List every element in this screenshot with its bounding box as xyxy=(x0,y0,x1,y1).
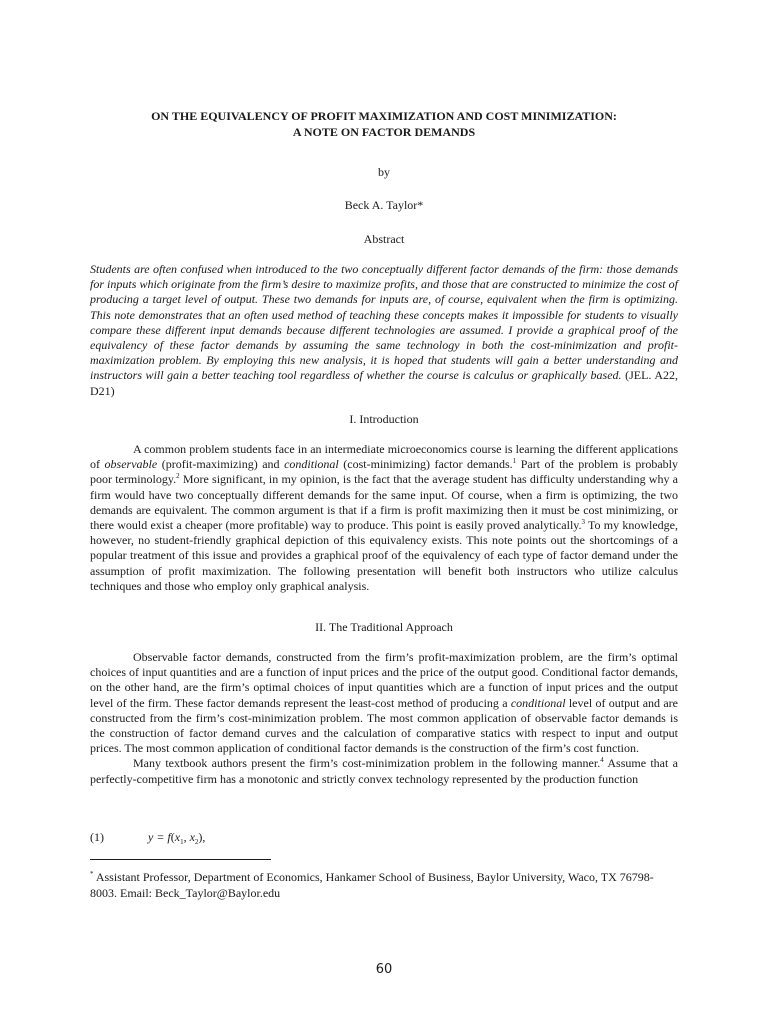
author-footnote-mark: * xyxy=(417,198,424,212)
traditional-paragraph-2 xyxy=(90,756,678,786)
footnote-divider xyxy=(90,859,271,860)
page-number: 60 xyxy=(375,962,393,977)
production-function xyxy=(148,830,205,845)
equation-lhs: y = f xyxy=(148,830,171,844)
abstract-text xyxy=(90,262,678,399)
footnote-ref-1: 1 xyxy=(512,457,517,466)
abstract-body: Students are often confused when introduced to the two conceptually different factor demands of the firm: those demands for inputs which originate from the firm’s desire to maximize profits, and those that are constructed to minimize the cost of producing a target level of output. These two demands for inputs are, of course, equivalent when the firm is optimizing. This note demonstrates that an often used method of teaching these concepts makes it impossible for students to visually compare these different input demands because different technologies are assumed. I provide a graphical proof of the equivalency of these factor demands by assuming the same technology in both the cost-minimization and profit-maximization problem. By employing this new analysis, it is hoped that students will gain a better understanding and instructors will gain a better teaching tool regardless of whether the course is calculus or graphically based. xyxy=(90,262,678,383)
term-conditional: conditional xyxy=(284,457,339,472)
by-line: by xyxy=(378,165,390,179)
intro-text-6: To my knowledge, however, no student-friendly graphical depiction of this equivalency exists. This note points out the shortcomings of a popular treatment of this issue and provides a graphical proof of the equivalency of each type of factor demand under the assumption of profit maximization. The following presentation will benefit both instructors who utilize calculus techniques and those who employ only graphical analysis. xyxy=(90,518,678,593)
paper-title xyxy=(90,109,678,140)
traditional-text-3: Many textbook authors present the firm’s cost-minimization problem in the following manner. xyxy=(133,756,601,771)
author-footnote xyxy=(90,870,670,901)
title-line-1: ON THE EQUIVALENCY OF PROFIT MAXIMIZATION AND COST MINIMIZATION: xyxy=(151,109,617,123)
equation-comma: , xyxy=(183,830,190,844)
abstract-jel-codes: (JEL. A22, D21) xyxy=(90,368,678,398)
equation-number: (1) xyxy=(90,830,104,844)
equation-x2: x xyxy=(189,830,195,844)
traditional-paragraph-1 xyxy=(90,650,678,756)
intro-text-1: A common problem students face in an intermediate microeconomics course is learning the different applications of xyxy=(90,442,678,472)
term-conditional-2: conditional xyxy=(510,695,566,710)
footnote-text: Assistant Professor, Department of Economics, Hankamer School of Business, Baylor University, Waco, TX 76798-8003. Email: Beck_Taylor@Baylor.edu xyxy=(90,870,654,900)
traditional-text-1: Observable factor demands, constructed from the firm’s profit-maximization problem, are the firm’s optimal choices of input quantities and are a function of input prices and the price of the output good. Conditional factor demands, on the other hand, are the firm’s optimal choices of input quantities which are a function of input prices and the output level of the firm. These factor demands represent the least-cost method of producing a xyxy=(90,650,678,710)
section-heading-introduction: I. Introduction xyxy=(349,412,419,426)
equation-open-paren: ( xyxy=(170,830,175,844)
traditional-approach-body xyxy=(90,650,678,787)
footnote-ref-3: 3 xyxy=(581,518,585,527)
equation-close-paren: ), xyxy=(198,830,206,844)
introduction-body xyxy=(90,442,678,594)
equation-sub-2: 2 xyxy=(194,838,199,846)
equation-x1: x xyxy=(174,830,181,844)
traditional-text-2: level of output and are constructed from the firm’s cost-minimization problem. The most common application of observable factor demands is the construction of factor demand curves and the calculation of comparative statics with respect to input and output prices. The most common application of conditional factor demands is the construction of the firm’s cost function. xyxy=(90,695,678,756)
footnote-ref-2: 2 xyxy=(176,472,180,481)
author-line xyxy=(90,198,678,213)
author-name: Beck A. Taylor xyxy=(344,198,418,212)
intro-text-3: (cost-minimizing) factor demands. xyxy=(338,457,513,472)
traditional-text-4: Assume that a perfectly-competitive firm has a monotonic and strictly convex technology represented by the production function xyxy=(90,756,678,786)
section-heading-traditional-approach: II. The Traditional Approach xyxy=(315,620,453,634)
intro-text-4: Part of the problem is probably poor terminology. xyxy=(90,457,678,487)
equation-sub-1: 1 xyxy=(180,838,184,846)
intro-text-2: (profit-maximizing) and xyxy=(157,457,285,472)
term-observable: observable xyxy=(104,457,158,472)
abstract-heading: Abstract xyxy=(363,232,405,246)
footnote-ref-4: 4 xyxy=(600,756,604,765)
footnote-mark: * xyxy=(90,870,94,878)
title-line-2: A NOTE ON FACTOR DEMANDS xyxy=(292,124,476,139)
introduction-paragraph xyxy=(90,442,678,594)
intro-text-5: More significant, in my opinion, is the fact that the average student has difficulty understanding why a firm would have two conceptually different demands for the same input. Of course, when a firm is optimizing, the two demands are equivalent. The common argument is that if a firm is profit maximizing then it must be cost minimizing, or there would exist a cheaper (more profitable) way to produce. This point is easily proved analytically. xyxy=(90,472,679,533)
